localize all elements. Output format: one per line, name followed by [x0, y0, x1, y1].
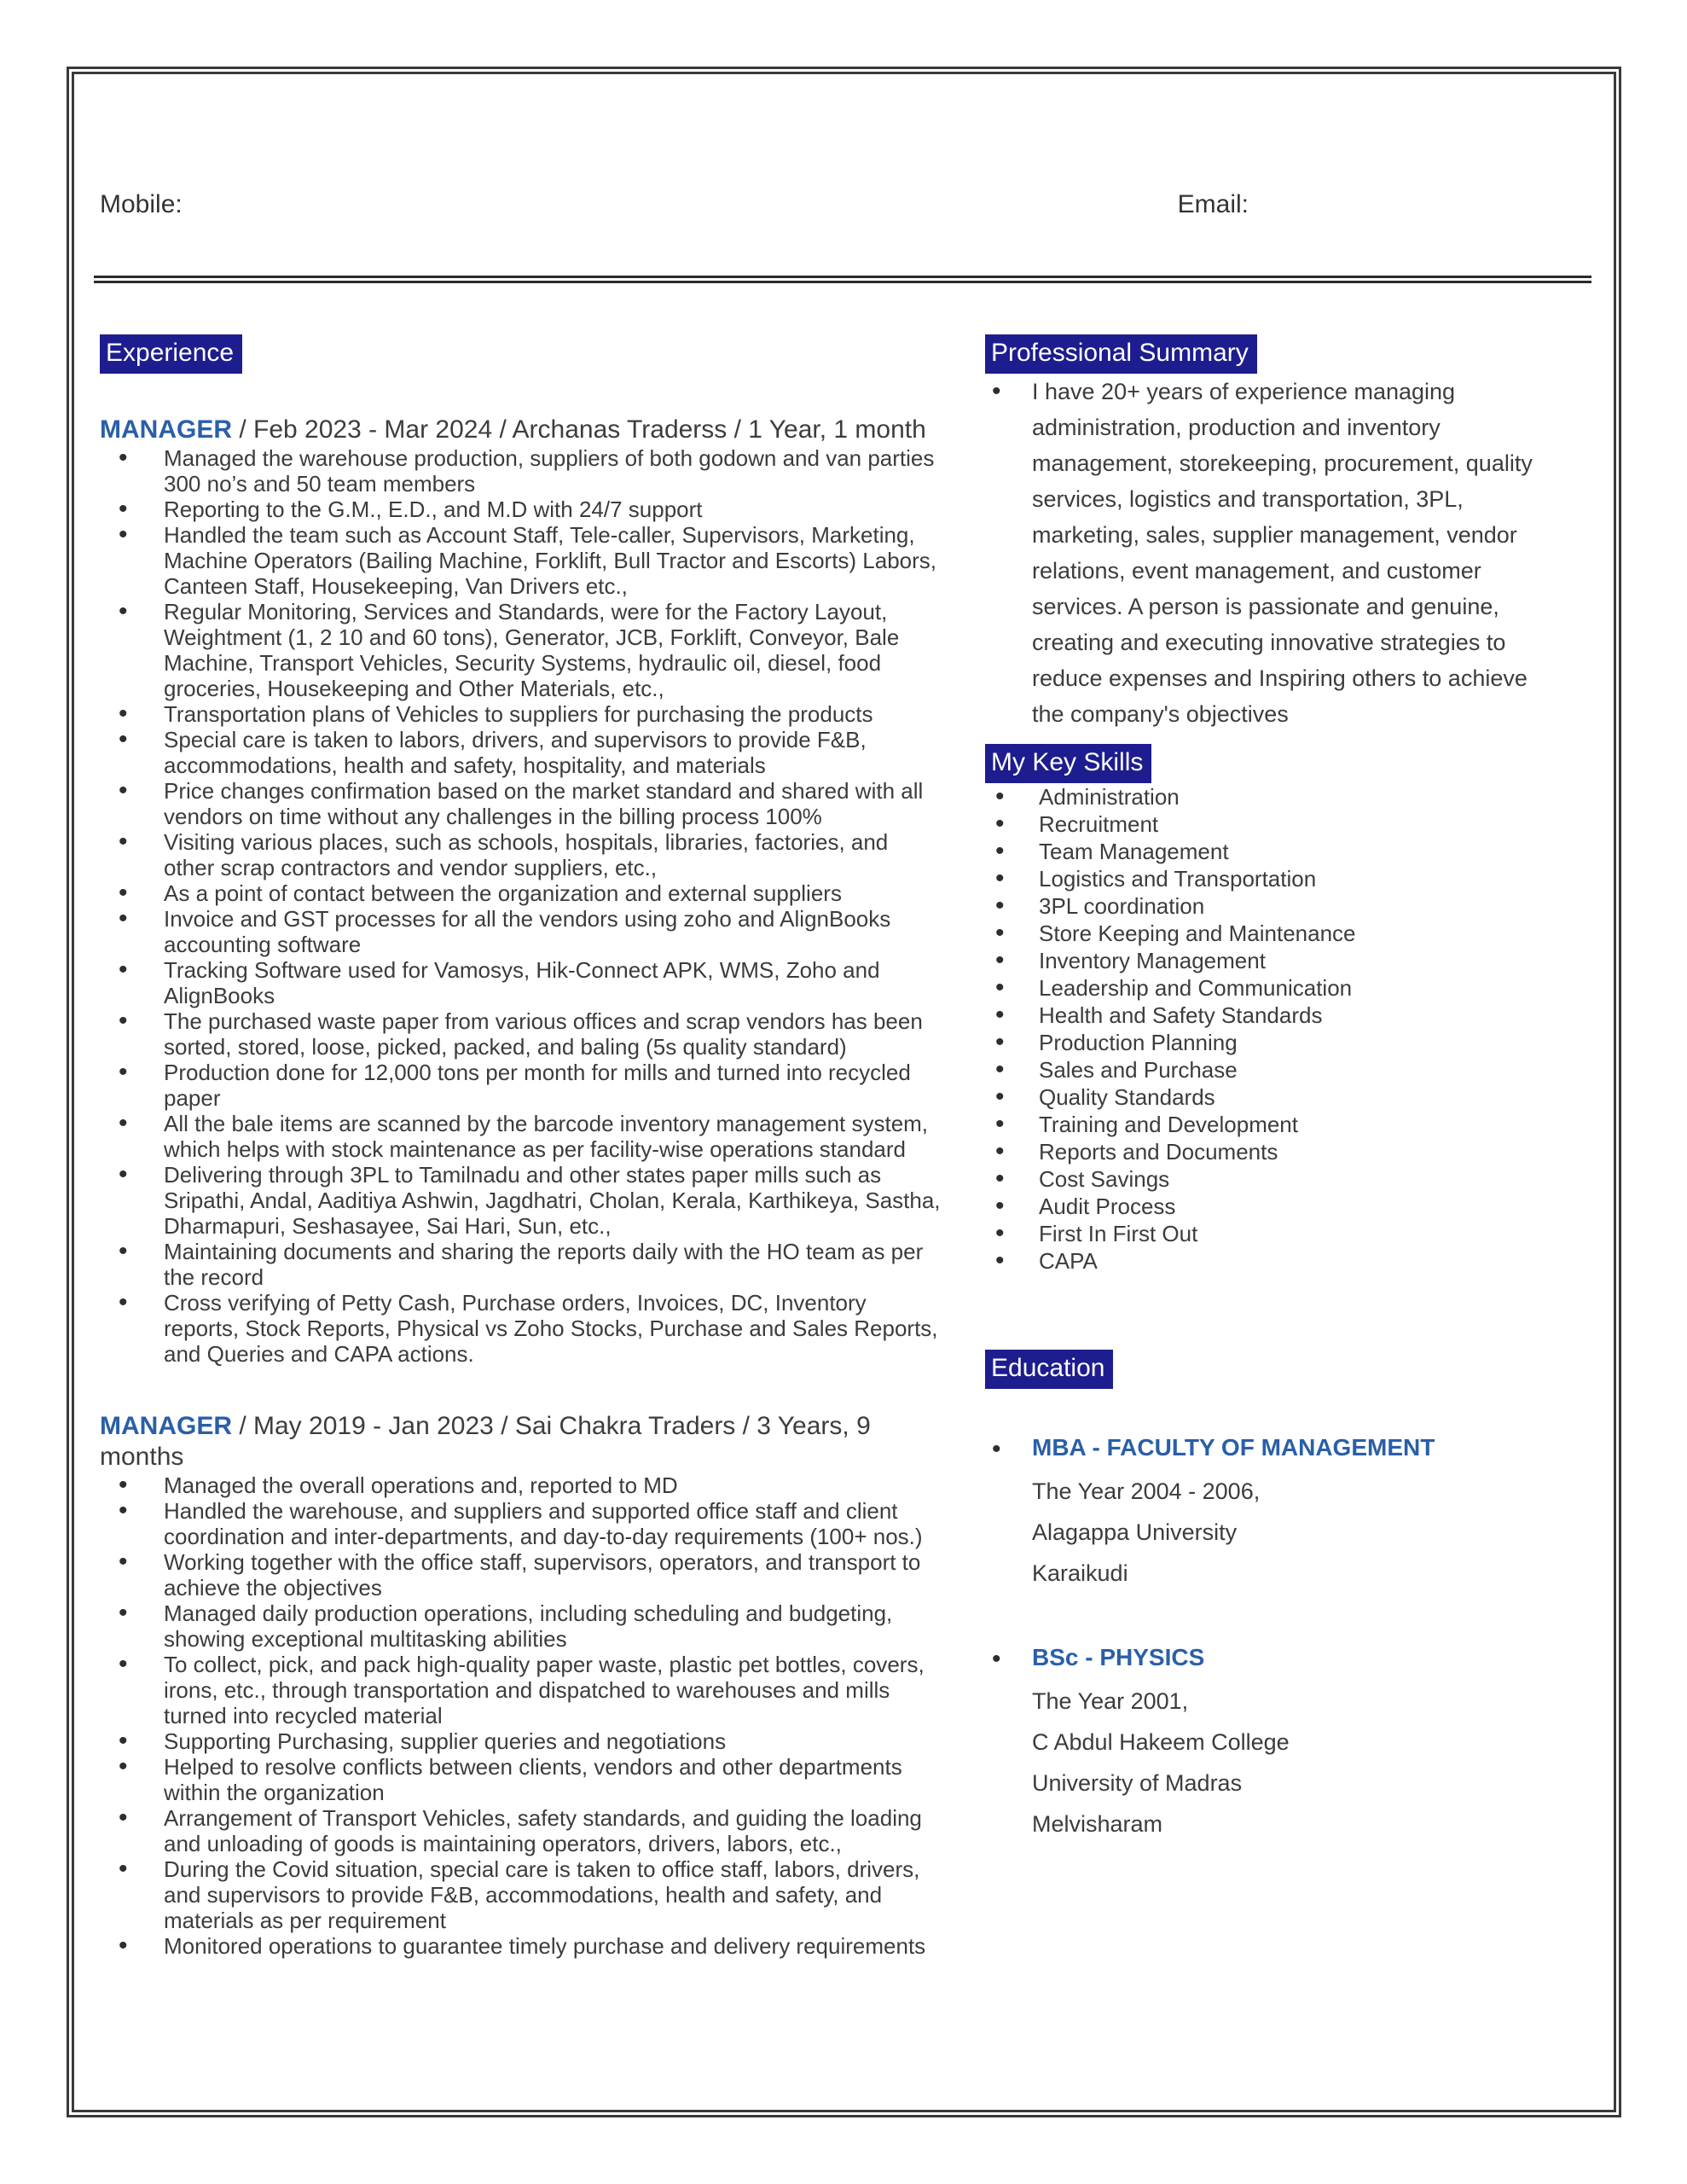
bullet-icon: • [995, 892, 1005, 920]
bullet-icon: • [119, 1237, 128, 1265]
bullet-icon: • [119, 444, 128, 472]
skill-label: Sales and Purchase [1039, 1057, 1238, 1083]
list-item [100, 1239, 944, 1290]
bullet-icon: • [995, 1246, 1005, 1275]
list-item [100, 497, 944, 522]
bullet-icon: • [119, 1855, 128, 1883]
job-title: MANAGER [100, 1412, 232, 1440]
degree-title: MBA - FACULTY OF MANAGEMENT [1032, 1434, 1435, 1461]
bullet-text: Handled the warehouse, and suppliers and supported office staff and client coordination and inter-departments, and day-to-day requirements (100+ nos.) [164, 1498, 923, 1549]
list-item [985, 1029, 1582, 1056]
bullet-icon: • [995, 837, 1005, 865]
list-item [100, 1600, 944, 1652]
bullet-text: Managed daily production operations, including scheduling and budgeting, showing exceptional multitasking abilities [164, 1600, 893, 1652]
job-entry [100, 1411, 944, 1959]
skill-label: Health and Safety Standards [1039, 1002, 1323, 1028]
skill-label: Cost Savings [1039, 1166, 1170, 1192]
bullet-icon: • [119, 879, 128, 907]
list-item [100, 1805, 944, 1856]
list-item [985, 1193, 1582, 1220]
experience-section-heading: Experience [100, 334, 242, 374]
jobs-container [100, 415, 944, 1959]
bullet-text: Invoice and GST processes for all the vendors using zoho and AlignBooks accounting software [164, 906, 891, 957]
bullet-icon: • [995, 919, 1005, 947]
list-item [985, 1220, 1582, 1247]
bullet-icon: • [119, 828, 128, 856]
bullet-text: To collect, pick, and pack high-quality paper waste, plastic pet bottles, covers, irons, etc., through transportation and dispatched to warehouses and mills turned into recycled material [164, 1652, 925, 1728]
bullet-icon: • [995, 1192, 1005, 1220]
summary-section-heading: Professional Summary [985, 334, 1257, 374]
list-item [100, 1111, 944, 1162]
bullet-text: Working together with the office staff, supervisors, operators, and transport to achieve the objectives [164, 1549, 921, 1600]
list-item [100, 1728, 944, 1754]
job-meta: / May 2019 - Jan 2023 / Sai Chakra Traders / 3 Years, 9 months [100, 1412, 871, 1471]
bullet-icon: • [995, 1165, 1005, 1193]
bullet-icon: • [119, 1931, 128, 1960]
page-content [74, 190, 1614, 1959]
bullet-icon: • [995, 1110, 1005, 1138]
list-item [985, 838, 1582, 865]
degree-detail-line: Alagappa University [1032, 1519, 1238, 1545]
bullet-text: Handled the team such as Account Staff, Tele-caller, Supervisors, Marketing, Machine Operators (Bailing Machine, Forklift, Bull Tractor and Escorts) Labors, Canteen Staff, Housekeeping, Van Drivers etc., [164, 522, 937, 599]
bullet-icon: • [119, 1007, 128, 1035]
bullet-text: As a point of contact between the organization and external suppliers [164, 880, 842, 906]
skill-label: Logistics and Transportation [1039, 866, 1317, 892]
bullet-icon: • [119, 700, 128, 728]
list-item [985, 783, 1582, 810]
list-item [100, 727, 944, 778]
list-item [100, 778, 944, 829]
bullet-text: Managed the warehouse production, suppliers of both godown and van parties 300 no’s and 50 team members [164, 445, 935, 497]
skills-heading-row [985, 744, 1582, 783]
list-item [100, 1008, 944, 1060]
job-bullet-list [100, 445, 944, 1367]
bullet-text: Visiting various places, such as schools, hospitals, libraries, factories, and other scrap contractors and vendor suppliers, etc., [164, 829, 889, 880]
list-item [985, 1083, 1582, 1111]
bullet-text: All the bale items are scanned by the barcode inventory management system, which helps with stock maintenance as per facility-wise operations standard [164, 1111, 929, 1162]
education-item [985, 1433, 1582, 1594]
bullet-icon: • [992, 1645, 1001, 1673]
bullet-icon: • [119, 1804, 128, 1832]
degree-detail-line: University of Madras [1032, 1770, 1243, 1796]
degree-detail-line: Karaikudi [1032, 1560, 1128, 1586]
skill-label: Inventory Management [1039, 948, 1266, 973]
skill-label: Reports and Documents [1039, 1139, 1278, 1165]
bullet-icon: • [995, 1137, 1005, 1165]
list-item [100, 701, 944, 727]
list-item [100, 1290, 944, 1367]
bullet-icon: • [119, 1109, 128, 1137]
sidebar-column [985, 334, 1582, 1959]
education-list [985, 1433, 1582, 1844]
education-item [985, 1643, 1582, 1844]
list-item [100, 1498, 944, 1549]
content-columns [100, 334, 1583, 1959]
list-item [985, 1165, 1582, 1193]
education-section-heading: Education [985, 1350, 1113, 1389]
list-item [100, 1549, 944, 1600]
bullet-icon: • [119, 1160, 128, 1188]
skill-label: Team Management [1039, 839, 1229, 864]
list-item [100, 906, 944, 957]
bullet-icon: • [119, 1599, 128, 1627]
list-item [100, 829, 944, 880]
bullet-icon: • [119, 1496, 128, 1525]
bullet-text: Supporting Purchasing, supplier queries and negotiations [164, 1728, 727, 1754]
skill-label: Quality Standards [1039, 1084, 1215, 1110]
bullet-text: Monitored operations to guarantee timely purchase and delivery requirements [164, 1933, 926, 1959]
bullet-icon: • [995, 864, 1005, 892]
skill-label: 3PL coordination [1039, 893, 1205, 919]
bullet-text: Arrangement of Transport Vehicles, safety standards, and guiding the loading and unloading of goods is maintaining operators, drivers, labors, etc., [164, 1805, 922, 1856]
bullet-icon: • [119, 725, 128, 753]
bullet-text: Managed the overall operations and, reported to MD [164, 1472, 678, 1498]
bullet-text: Regular Monitoring, Services and Standards, were for the Factory Layout, Weightment (1, 2 10 and 60 tons), Generator, JCB, Forklift, Conveyor, Bale Machine, Transport Vehicles, Security Systems, hydraulic oil, diesel, food groceries, Housekeeping and Other Materials, etc., [164, 599, 900, 701]
list-item [985, 1056, 1582, 1083]
experience-column [100, 334, 944, 1959]
bullet-icon: • [995, 1083, 1005, 1111]
list-item [100, 522, 944, 599]
list-item [985, 947, 1582, 974]
key-skills-list [985, 783, 1582, 1275]
bullet-icon: • [119, 597, 128, 625]
list-item [985, 374, 1582, 732]
skill-label: Recruitment [1039, 811, 1159, 837]
skill-label: Production Planning [1039, 1030, 1238, 1055]
list-item [100, 599, 944, 701]
job-title: MANAGER [100, 415, 232, 444]
job-meta: / Feb 2023 - Mar 2024 / Archanas Traderss / 1 Year, 1 month [232, 415, 926, 444]
bullet-icon: • [119, 776, 128, 804]
degree-title: BSc - PHYSICS [1032, 1644, 1205, 1670]
degree-detail-line: The Year 2001, [1032, 1688, 1189, 1714]
bullet-icon: • [992, 1435, 1001, 1463]
bullet-icon: • [119, 520, 128, 549]
list-item [985, 865, 1582, 892]
list-item [985, 810, 1582, 838]
bullet-text: Cross verifying of Petty Cash, Purchase orders, Invoices, DC, Inventory reports, Stock Reports, Physical vs Zoho Stocks, Purchase and Sales Reports, and Queries and CAPA actions. [164, 1290, 938, 1367]
bullet-text: Price changes confirmation based on the market standard and shared with all vendors on time without any challenges in the billing process 100% [164, 778, 924, 829]
bullet-icon: • [995, 782, 1005, 810]
bullet-icon: • [995, 973, 1005, 1002]
bullet-text: Transportation plans of Vehicles to suppliers for purchasing the products [164, 701, 873, 727]
bullet-icon: • [119, 1548, 128, 1576]
bullet-text: Tracking Software used for Vamosys, Hik-Connect APK, WMS, Zoho and AlignBooks [164, 957, 880, 1008]
skill-label: Training and Development [1039, 1112, 1298, 1137]
list-item [100, 1162, 944, 1239]
list-item [100, 1856, 944, 1933]
list-item [985, 920, 1582, 947]
list-item [100, 1652, 944, 1728]
bullet-icon: • [119, 904, 128, 932]
professional-summary-list [985, 374, 1582, 732]
bullet-text: Special care is taken to labors, drivers, and supervisors to provide F&B, accommodations, health and safety, hospitality, and materials [164, 727, 867, 778]
skill-label: First In First Out [1039, 1221, 1198, 1246]
list-item [100, 1754, 944, 1805]
bullet-icon: • [119, 495, 128, 523]
skill-label: Leadership and Communication [1039, 975, 1353, 1001]
bullet-icon: • [992, 377, 1001, 405]
list-item [100, 957, 944, 1008]
bullet-icon: • [995, 1028, 1005, 1056]
experience-heading-row [100, 334, 944, 374]
bullet-text: During the Covid situation, special care is taken to office staff, labors, drivers, and supervisors to provide F&B, accommodations, health and safety, and materials as per requirement [164, 1856, 920, 1933]
list-item [100, 1933, 944, 1959]
job-heading [100, 415, 944, 445]
bullet-icon: • [119, 1650, 128, 1678]
page-border-frame [67, 67, 1621, 2117]
bullet-icon: • [119, 1288, 128, 1316]
bullet-text: The purchased waste paper from various offices and scrap vendors has been sorted, stored, loose, picked, packed, and baling (5s quality standard) [164, 1008, 923, 1060]
list-item [985, 892, 1582, 920]
job-entry [100, 415, 944, 1367]
bullet-icon: • [119, 1471, 128, 1499]
mobile-label: Mobile: [100, 190, 183, 218]
bullet-icon: • [119, 1727, 128, 1755]
summary-text: I have 20+ years of experience managing administration, production and inventory management, storekeeping, procurement, quality services, logistics and transportation, 3PL, marketing, sales, supplier management, vendor relations, event management, and customer services. A person is passionate and genuine, creating and executing innovative strategies to reduce expenses and Inspiring others to achieve the company's objectives [1032, 379, 1533, 727]
bullet-icon: • [995, 1001, 1005, 1029]
summary-heading-row [985, 334, 1582, 374]
list-item [985, 1002, 1582, 1029]
header-separator-line [94, 276, 1591, 283]
degree-detail-line: C Abdul Hakeem College [1032, 1729, 1290, 1755]
list-item [985, 1138, 1582, 1165]
list-item [100, 1472, 944, 1498]
bullet-icon: • [119, 1058, 128, 1086]
list-item [100, 880, 944, 906]
list-item [985, 1247, 1582, 1275]
list-item [100, 1060, 944, 1111]
bullet-icon: • [995, 810, 1005, 838]
list-item [100, 445, 944, 497]
skills-section-heading: My Key Skills [985, 744, 1151, 783]
job-heading [100, 1411, 944, 1472]
job-bullet-list [100, 1472, 944, 1959]
bullet-text: Helped to resolve conflicts between clients, vendors and other departments within the organization [164, 1754, 902, 1805]
bullet-text: Delivering through 3PL to Tamilnadu and other states paper mills such as Sripathi, Andal, Aaditiya Ashwin, Jagdhatri, Cholan, Kerala, Karthikeya, Sastha, Dharmapuri, Seshasayee, Sai Hari, Sun, etc., [164, 1162, 941, 1239]
bullet-icon: • [995, 1055, 1005, 1083]
email-label: Email: [1177, 190, 1249, 218]
bullet-text: Maintaining documents and sharing the reports daily with the HO team as per the record [164, 1239, 924, 1290]
skill-label: Audit Process [1039, 1194, 1176, 1219]
skill-label: CAPA [1039, 1248, 1098, 1274]
skill-label: Administration [1039, 784, 1180, 810]
degree-detail-line: Melvisharam [1032, 1811, 1163, 1837]
bullet-icon: • [119, 956, 128, 984]
bullet-icon: • [119, 1752, 128, 1780]
bullet-text: Production done for 12,000 tons per month for mills and turned into recycled paper [164, 1060, 911, 1111]
list-item [985, 1111, 1582, 1138]
contact-row [100, 190, 1583, 219]
education-heading-row [985, 1350, 1582, 1389]
bullet-icon: • [995, 1219, 1005, 1247]
skill-label: Store Keeping and Maintenance [1039, 921, 1356, 946]
degree-detail-line: The Year 2004 - 2006, [1032, 1478, 1261, 1504]
bullet-icon: • [995, 946, 1005, 974]
bullet-text: Reporting to the G.M., E.D., and M.D with 24/7 support [164, 497, 703, 522]
list-item [985, 974, 1582, 1002]
